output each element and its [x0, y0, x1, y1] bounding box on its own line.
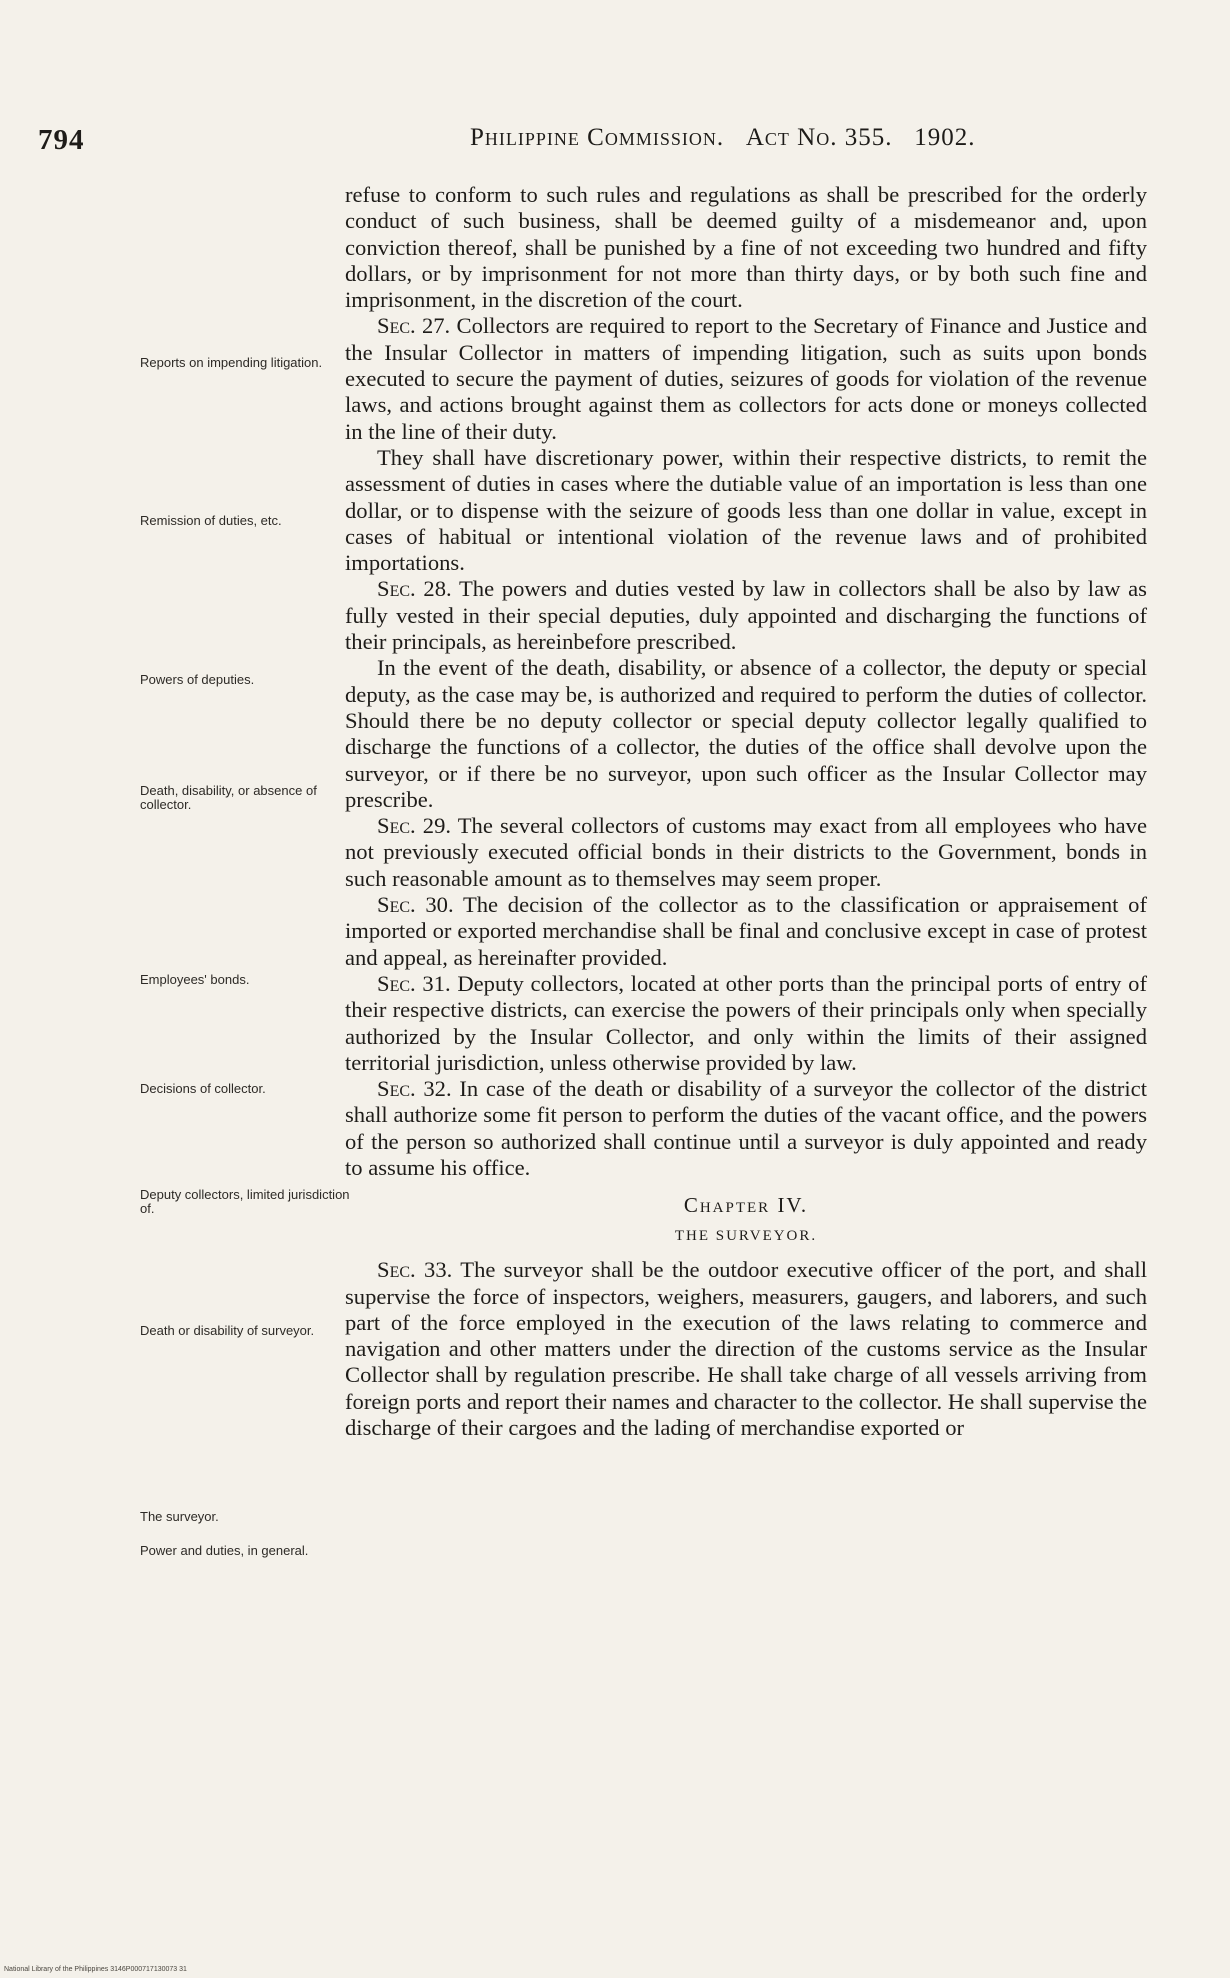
- section-label: Sec. 30.: [377, 892, 454, 918]
- margin-note-death-collector: Death, disability, or absence of collector.: [140, 783, 317, 812]
- margin-note-employees-bonds: Employees' bonds.: [140, 972, 250, 987]
- section-text: The powers and duties vested by law in collectors shall be also by law as fully vested in their special deputies, duly appointed and discharging the functions of their principals, as hereinbefore prescribed.: [345, 576, 1147, 655]
- margin-note-the-surveyor: The surveyor.: [140, 1509, 219, 1524]
- margin-note-powers-deputies: Powers of deputies.: [140, 672, 255, 687]
- margin-note-death-surveyor: Death or disability of surveyor.: [140, 1323, 315, 1338]
- margin-note-power-duties: Power and duties, in general.: [140, 1543, 309, 1558]
- chapter-title: Chapter IV.: [683, 1193, 809, 1218]
- paragraph-death-collector: In the event of the death, disability, or absence of a collector, the deputy or special deputy, as the case may be, is authorized and required to perform the duties of collector. Should there be no deputy collector or special deputy collector legally qualified to discharge the functions of a collector, the duties of the office shall devolve upon the surveyor, or if there be no surveyor, upon such officer as the Insular Collector may prescribe.: [345, 655, 1147, 812]
- margin-note-deputy-jurisdiction: Deputy collectors, limited jurisdiction of.: [140, 1187, 350, 1216]
- section-text: The surveyor shall be the outdoor executive officer of the port, and shall supervise the force of inspectors, weighers, measurers, gaugers, and laborers, and such part of the force employed in the execution of the laws relating to commerce and navigation and other matters under the direction of the customs service as the Insular Collector shall by regulation prescribe. He shall take charge of all vessels arriving from foreign ports and report their names and character to the collector. He shall supervise the discharge of their cargoes and the lading of merchandise exported or: [345, 1257, 1147, 1441]
- running-head-year: 1902.: [914, 124, 976, 151]
- paragraph-sec-33: [345, 1257, 1147, 1441]
- paragraph-sec-30: [345, 892, 1147, 971]
- running-head-publisher: Philippine Commission.: [470, 124, 725, 151]
- paragraph-remission: They shall have discretionary power, within their respective districts, to remit the assessment of duties in cases where the dutiable value of an importation is less than one dollar, or to dispense with the seizure of goods less than one dollar in value, except in cases of habitual or intentional violation of the revenue laws and of prohibited importations.: [345, 444, 1147, 576]
- margin-note-remission: Remission of duties, etc.: [140, 513, 282, 528]
- section-text: The several collectors of customs may exact from all employees who have not previously executed official bonds in their districts to the Government, bonds in such reasonable amount as to themselves may seem proper.: [345, 813, 1147, 891]
- section-label: Sec. 28.: [377, 576, 452, 602]
- section-text: Deputy collectors, located at other ports than the principal ports of entry of their respective districts, can exercise the powers of their principals only when specially authorized by the Insular Collector, and only within the limits of their assigned territorial jurisdiction, unless otherwise provided by law.: [345, 970, 1147, 1075]
- section-text: The decision of the collector as to the classification or appraisement of imported or exported merchandise shall be final and conclusive except in case of protest and appeal, as hereinafter provided.: [345, 892, 1147, 970]
- section-label: Sec. 33.: [377, 1257, 453, 1283]
- section-label: Sec. 32.: [377, 1076, 452, 1102]
- margin-note-reports: Reports on impending litigation.: [140, 355, 323, 370]
- paragraph-sec-28: [345, 576, 1147, 655]
- body-text: [345, 182, 1147, 1441]
- paragraph-continuation: refuse to conform to such rules and regulations as shall be prescribed for the orderly conduct of such business, shall be deemed guilty of a misdemeanor and, upon conviction thereof, shall be punished by a fine of not exceeding two hundred and fifty dollars, or by imprisonment for not more than thirty days, or by both such fine and imprisonment, in the discretion of the court.: [345, 182, 1147, 313]
- section-label: Sec. 27.: [377, 313, 451, 339]
- page-number: 794: [38, 124, 85, 156]
- paragraph-sec-32: [345, 1076, 1147, 1181]
- section-text: In case of the death or disability of a surveyor the collector of the district shall authorize some fit person to perform the duties of the vacant office, and the powers of the person so authorized shall continue until a surveyor is duly appointed and ready to assume his office.: [345, 1076, 1147, 1180]
- chapter-subtitle: THE SURVEYOR.: [674, 1228, 818, 1245]
- section-label: Sec. 29.: [377, 813, 452, 839]
- paragraph-sec-31: [345, 971, 1147, 1076]
- running-head: [470, 124, 1050, 152]
- margin-note-decisions: Decisions of collector.: [140, 1081, 266, 1096]
- running-head-act: Act No. 355.: [745, 124, 893, 151]
- paragraph-sec-29: [345, 813, 1147, 892]
- section-text: Collectors are required to report to the Secretary of Finance and Justice and the Insular Collector in matters of impending litigation, such as suits upon bonds executed to secure the payment of duties, seizures of goods for violation of the revenue laws, and actions brought against them as collectors for acts done or moneys collected in the line of their duty.: [345, 313, 1147, 444]
- section-label: Sec. 31.: [377, 970, 451, 996]
- scan-footer: National Library of the Philippines 3146P000717130073 31: [4, 1966, 187, 1973]
- paragraph-sec-27: [345, 313, 1147, 444]
